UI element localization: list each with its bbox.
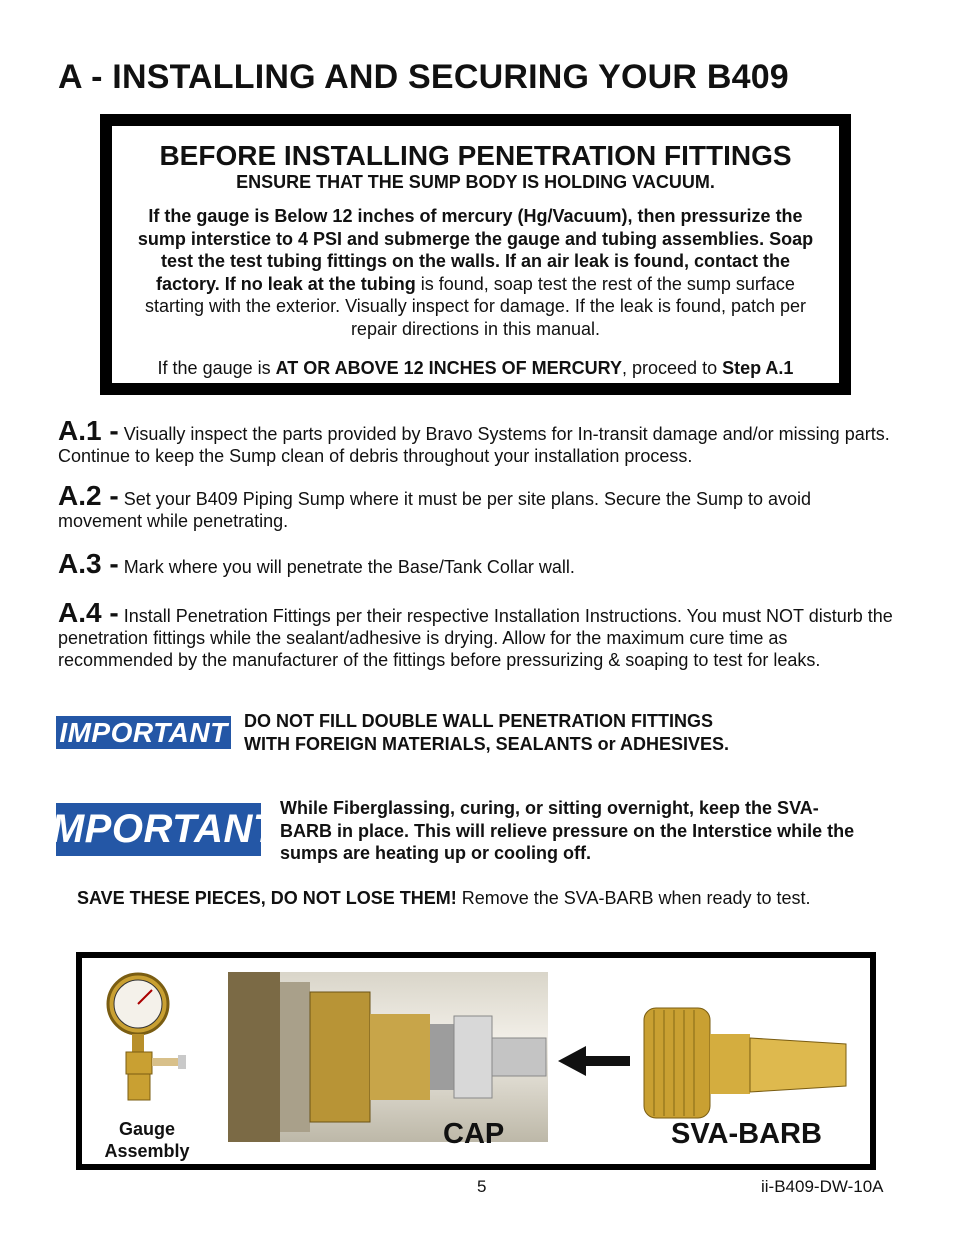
notice-proceed: [132, 357, 819, 379]
notice-proceed-d: Step A.1: [722, 357, 794, 378]
page-title: A - INSTALLING AND SECURING YOUR B409: [58, 58, 789, 96]
notice-box: [100, 114, 851, 395]
step-number: A.3 -: [58, 548, 119, 579]
cap-label: CAP: [443, 1118, 505, 1150]
step-number: A.4 -: [58, 597, 119, 628]
gauge-label-line-1: Gauge: [118, 1119, 175, 1139]
notice-proceed-b: AT OR ABOVE 12 INCHES OF MERCURY: [275, 357, 623, 378]
gauge-label: [102, 1118, 192, 1162]
step-a4: [58, 597, 898, 671]
save-note-bold: SAVE THESE PIECES, DO NOT LOSE THEM!: [77, 888, 457, 908]
sva-barb-label: SVA-BARB: [671, 1118, 822, 1150]
notice-paragraph: [132, 205, 819, 341]
parts-figure: [76, 952, 876, 1170]
save-note: [77, 887, 811, 909]
step-a2: [58, 480, 898, 532]
notice-inner: [112, 126, 839, 383]
notice-heading: BEFORE INSTALLING PENETRATION FITTINGS: [159, 140, 792, 171]
step-text: Set your B409 Piping Sump where it must be per site plans. Secure the Sump to avoid movement while penetrating.: [58, 489, 812, 531]
notice-paragraph-normal: is found, soap test the rest of the sump surface starting with the exterior. Visually inspect for damage. If the leak is found, patch per repair directions in this manual.: [144, 273, 807, 339]
important-badge-1: IMPORTANT: [56, 716, 231, 749]
important-text-2: While Fiberglassing, curing, or sitting overnight, keep the SVA-BARB in place. This will relieve pressure on the Interstice while the sumps are heating up or cooling off.: [280, 798, 855, 863]
step-text: Visually inspect the parts provided by Bravo Systems for In-transit damage and/or missing parts. Continue to keep the Sump clean of debris throughout your installation process.: [58, 424, 890, 466]
cap-fitting-image: [228, 972, 548, 1142]
step-a3: [58, 548, 898, 579]
step-number: A.1 -: [58, 415, 119, 446]
step-text: Mark where you will penetrate the Base/Tank Collar wall.: [118, 557, 575, 577]
step-number: A.2 -: [58, 480, 119, 511]
notice-proceed-c: , proceed to: [622, 357, 723, 378]
document-code: ii-B409-DW-10A: [761, 1177, 884, 1196]
cap-photo: [228, 972, 548, 1142]
notice-paragraph-bold: If the gauge is Below 12 inches of mercury (Hg/Vacuum), then pressurize the sump interstice to 4 PSI and submerge the gauge and tubing assemblies. Soap test the test tubing fittings on the walls. If an air leak is found, contact the factory. If no leak at the tubing: [137, 206, 814, 294]
gauge-label-line-2: Assembly: [104, 1141, 190, 1161]
gauge-assembly-image: [102, 964, 192, 1114]
important-line-2: WITH FOREIGN MATERIALS, SEALANTS or ADHESIVES.: [244, 734, 730, 754]
important-text-1: [244, 710, 729, 756]
page-number: 5: [477, 1177, 487, 1196]
notice-proceed-a: If the gauge is: [157, 357, 276, 378]
notice-subheading: ENSURE THAT THE SUMP BODY IS HOLDING VACUUM.: [236, 172, 715, 192]
arrow-left-icon: [558, 1044, 634, 1078]
important-badge-2: IMPORTANT: [56, 803, 261, 856]
step-a1: [58, 415, 898, 467]
important-line-1: DO NOT FILL DOUBLE WALL PENETRATION FITTINGS: [244, 711, 713, 731]
sva-barb-image: [642, 1004, 852, 1124]
step-text: Install Penetration Fittings per their respective Installation Instructions. You must NOT disturb the penetration fittings while the sealant/adhesive is drying. Allow for the maximum cure time as recommended by the manufacturer of the fittings before pressurizing & soaping to test for leaks.: [58, 606, 893, 670]
save-note-normal: Remove the SVA-BARB when ready to test.: [456, 888, 811, 908]
